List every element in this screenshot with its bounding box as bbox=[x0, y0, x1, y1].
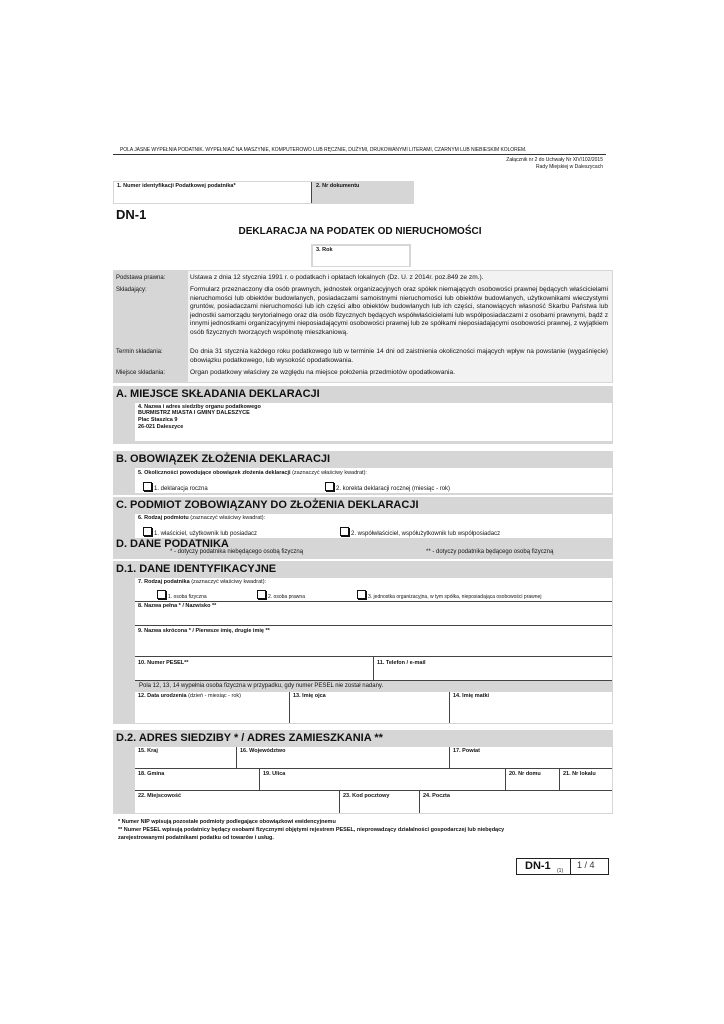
pesel-field[interactable] bbox=[135, 657, 374, 681]
post-office-label: 24. Poczta bbox=[423, 793, 450, 799]
section-b-header: B. OBOWIĄZEK ZŁOŻENIA DEKLARACJI bbox=[113, 451, 613, 467]
section-d-title: D. DANE PODATNIKA bbox=[116, 538, 229, 550]
checkbox-natural[interactable] bbox=[157, 590, 166, 599]
short-name-label: 9. Nazwa skrócona * / Pierwsze imię, drugie imię ** bbox=[138, 628, 270, 634]
info-label-deadline: Termin składania: bbox=[116, 349, 163, 355]
birth-date-field[interactable] bbox=[135, 692, 290, 723]
checkbox-unit[interactable] bbox=[357, 590, 366, 599]
section-d1-header: D.1. DANE IDENTYFIKACYJNE bbox=[113, 561, 613, 577]
footnote-nip: * Numer NIP wpisują pozostałe podmioty podlegające obowiązkowi ewidencyjnemu bbox=[118, 819, 336, 825]
form-code: DN-1 bbox=[116, 207, 147, 222]
country-field[interactable] bbox=[135, 747, 237, 769]
entity-option-coowner[interactable]: 2. współwłaściciel, współużytkownik lub współposiadacz bbox=[340, 527, 500, 537]
mother-name-label: 14. Imię matki bbox=[453, 693, 490, 699]
phone-email-field[interactable] bbox=[374, 657, 612, 681]
checkbox-annual[interactable] bbox=[143, 482, 152, 491]
year-label: 3. Rok bbox=[316, 247, 333, 253]
entity-type-label: 6. Rodzaj podmiotu (zaznaczyć właściwy kwadrat): bbox=[138, 515, 266, 521]
taxpayer-option-legal[interactable]: 2. osoba prawna bbox=[257, 590, 305, 600]
checkbox-legal[interactable] bbox=[257, 590, 266, 599]
declaration-type-field bbox=[135, 468, 612, 493]
street-field[interactable] bbox=[260, 769, 506, 791]
commune-field[interactable] bbox=[135, 769, 260, 791]
page-number: 1 / 4 bbox=[577, 860, 595, 870]
pesel-note: Pola 12, 13, 14 wypełnia osoba fizyczna w przypadku, gdy numer PESEL nie został nadany. bbox=[139, 683, 384, 689]
pesel-label: 10. Numer PESEL** bbox=[138, 660, 189, 666]
full-name-field[interactable] bbox=[135, 602, 612, 626]
section-d-note-natural: ** - dotyczy podatnika będącego osobą fizyczną bbox=[426, 549, 554, 555]
checkbox-coowner[interactable] bbox=[340, 527, 349, 536]
declaration-option-annual[interactable]: 1. deklaracja roczna bbox=[143, 482, 208, 492]
voivodeship-label: 16. Województwo bbox=[240, 748, 286, 754]
phone-email-label: 11. Telefon / e-mail bbox=[377, 660, 426, 666]
entity-type-field bbox=[135, 514, 612, 538]
tax-office-street: Plac Staszica 9 bbox=[138, 417, 178, 423]
street-label: 19. Ulica bbox=[263, 771, 286, 777]
locality-label: 22. Miejscowość bbox=[138, 793, 182, 799]
father-name-field[interactable] bbox=[290, 692, 450, 723]
info-label-filer: Składający: bbox=[116, 287, 147, 293]
taxpayer-type-label: 7. Rodzaj podatnika (zaznaczyć właściwy kwadrat): bbox=[138, 579, 267, 585]
attachment-line-1: Załącznik nr 2 do Uchwały Nr XIV/102/2015 bbox=[506, 157, 603, 163]
section-d2-header: D.2. ADRES SIEDZIBY * / ADRES ZAMIESZKANIA ** bbox=[113, 730, 613, 746]
footer-form-sub: (1) bbox=[557, 868, 564, 874]
postal-code-field[interactable] bbox=[340, 791, 420, 813]
info-text-place: Organ podatkowy właściwy ze względu na miejsce położenia przedmiotów opodatkowania. bbox=[190, 369, 455, 376]
taxpayer-type-field bbox=[135, 578, 612, 602]
footer-divider bbox=[570, 859, 571, 874]
footnote-pesel: ** Numer PESEL wpisują podatnicy będący osobami fizycznymi objętymi rejestrem PESEL, nieprowadzący działalności gospodarczej lub niebędący bbox=[118, 827, 505, 833]
info-text-filer: Formularz przeznaczony dla osób prawnych, jednostek organizacyjnych oraz spółek niemających osobowości prawnej będących właścicielami nieruchomości lub obiektów budowlanych, posiadaczami samoistnymi nieruchomości lub obiektów budowlanych, użytkownikami wieczystymi gruntów, posiadaczami nieruchomości lub ich części albo obiektów budowlanych lub ich części, stanowiących własność Skarbu Państwa lub jednostki samorządu terytorialnego oraz dla osób fizycznych będących współwłaścicielami lub współposiadaczami z osobami prawnymi, bądź z innymi jednostkami organizacyjnymi nieposiadającymi osobowości prawnej lub ze spółkami nieposiadającymi osobowości prawnej, z wyjątkiem osób fizycznych tworzących wspólnotę mieszkaniową. bbox=[190, 286, 608, 336]
short-name-field[interactable] bbox=[135, 626, 612, 657]
tax-office-name: BURMISTRZ MIASTA I GMINY DALESZYCE bbox=[138, 410, 250, 416]
info-text-legal-basis: Ustawa z dnia 12 stycznia 1991 r. o podatkach i opłatach lokalnych (Dz. U. z 2014r. poz.849 ze zm.). bbox=[190, 274, 484, 281]
section-a-header: A. MIEJSCE SKŁADANIA DEKLARACJI bbox=[113, 386, 613, 402]
flat-number-field[interactable] bbox=[560, 769, 612, 791]
full-name-label: 8. Nazwa pełna * / Nazwisko ** bbox=[138, 603, 217, 609]
info-label-legal-basis: Podstawa prawna: bbox=[116, 275, 166, 281]
tax-office-field bbox=[135, 403, 612, 441]
country-label: 15. Kraj bbox=[138, 748, 158, 754]
commune-label: 18. Gmina bbox=[138, 771, 165, 777]
footer-form-code: DN-1 bbox=[525, 860, 551, 872]
doc-number-field bbox=[313, 182, 413, 203]
checkbox-owner[interactable] bbox=[143, 527, 152, 536]
form-title: DEKLARACJA NA PODATEK OD NIERUCHOMOŚCI bbox=[238, 226, 482, 237]
nip-field[interactable] bbox=[114, 182, 312, 203]
declaration-type-label: 5. Okoliczności powodujące obowiązek złożenia deklaracji (zaznaczyć właściwy kwadrat): bbox=[138, 470, 367, 476]
nip-label: 1. Numer identyfikacji Podatkowej podatnika* bbox=[117, 183, 236, 189]
taxpayer-option-natural[interactable]: 1. osoba fizyczna bbox=[157, 590, 207, 600]
county-field[interactable] bbox=[450, 747, 612, 769]
post-office-field[interactable] bbox=[420, 791, 612, 813]
county-label: 17. Powiat bbox=[453, 748, 480, 754]
declaration-option-correction[interactable]: 2. korekta deklaracji rocznej (miesiąc - rok) bbox=[325, 482, 450, 492]
section-d-note-legal: * - dotyczy podatnika niebędącego osobą fizyczną bbox=[170, 549, 304, 555]
doc-number-label: 2. Nr dokumentu bbox=[316, 183, 360, 189]
info-text-deadline: Do dnia 31 stycznia każdego roku podatkowego lub w terminie 14 dni od zaistnienia okoliczności mających wpływ na powstanie (wygaśnięcie) obowiązku podatkowego, lub wysokość opodatkowania. bbox=[190, 348, 608, 364]
checkbox-correction[interactable] bbox=[325, 482, 334, 491]
mother-name-field[interactable] bbox=[450, 692, 612, 723]
attachment-line-2: Rady Miejskiej w Daleszycach bbox=[536, 164, 603, 170]
father-name-label: 13. Imię ojca bbox=[293, 693, 326, 699]
voivodeship-field[interactable] bbox=[237, 747, 450, 769]
tax-office-label: 4. Nazwa i adres siedziby organu podatkowego bbox=[138, 404, 261, 410]
footer-form-box bbox=[516, 858, 609, 875]
locality-field[interactable] bbox=[135, 791, 340, 813]
footnote-pesel-cont: zarejestrowanymi podatnikami podatku od towarów i usług. bbox=[118, 835, 274, 841]
house-number-field[interactable] bbox=[506, 769, 560, 791]
taxpayer-option-unit[interactable]: 3. jednostka organizacyjna, w tym spółka, nieposiadająca osobowości prawnej bbox=[357, 590, 541, 600]
year-field[interactable] bbox=[313, 246, 409, 266]
section-c-header: C. PODMIOT ZOBOWIĄZANY DO ZŁOŻENIA DEKLARACJI bbox=[113, 497, 613, 513]
info-label-place: Miejsce składania: bbox=[116, 370, 166, 376]
entity-option-owner[interactable]: 1. właściciel, użytkownik lub posiadacz bbox=[143, 527, 257, 537]
top-rule bbox=[113, 154, 606, 155]
house-number-label: 20. Nr domu bbox=[509, 771, 541, 777]
flat-number-label: 21. Nr lokalu bbox=[563, 771, 596, 777]
tax-office-city: 26-021 Daleszyce bbox=[138, 424, 184, 430]
top-instruction: POLA JASNE WYPEŁNIA PODATNIK. WYPEŁNIAĆ NA MASZYNIE, KOMPUTEROWO LUB RĘCZNIE, DUŻYMI, DRUKOWANYMI LITERAMI, CZARNYM LUB NIEBIESKIM KOLOREM. bbox=[120, 147, 527, 153]
birth-date-label: 12. Data urodzenia (dzień - miesiąc - rok) bbox=[138, 693, 242, 699]
postal-code-label: 23. Kod pocztowy bbox=[343, 793, 390, 799]
